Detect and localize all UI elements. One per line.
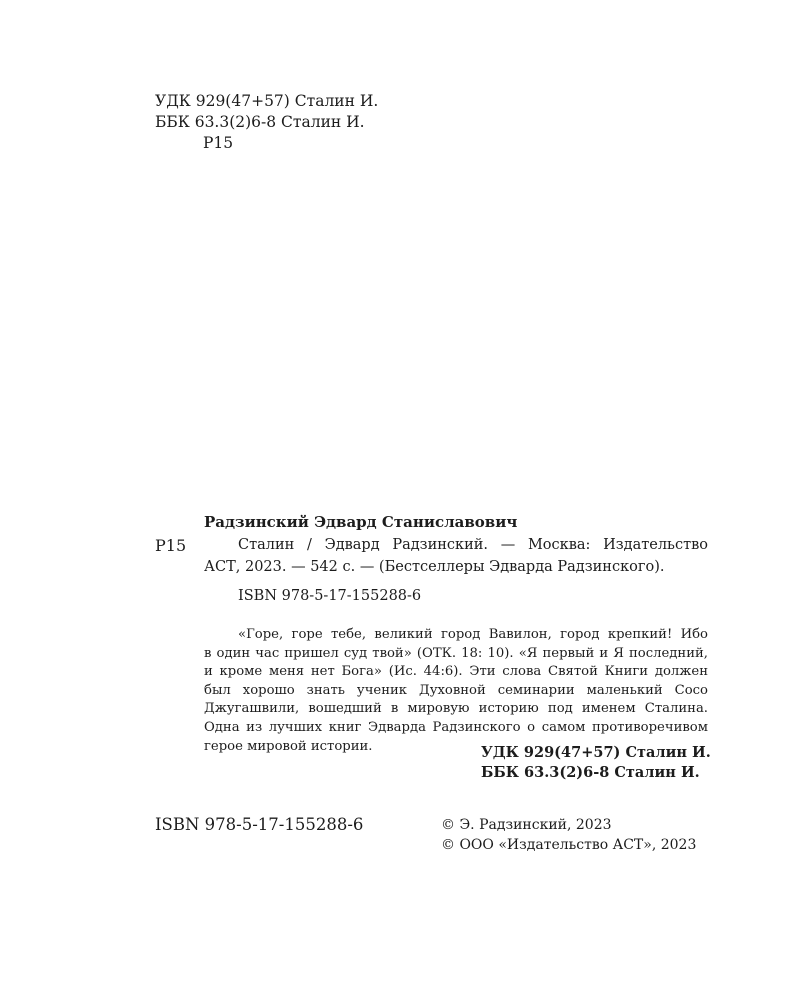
footer-isbn: ISBN 978-5-17-155288-6 — [155, 815, 364, 834]
record-udk: УДК 929(47+57) Сталин И. — [481, 744, 711, 761]
annotation-line-2: в один час пришел суд твой» (ОТК. 18: 10). «Я первый и Я последний, — [204, 645, 708, 661]
author-heading: Радзинский Эдвард Станиславович — [204, 513, 518, 531]
copyright-author: © Э. Радзинский, 2023 — [441, 817, 612, 833]
record-isbn: ISBN 978-5-17-155288-6 — [238, 588, 422, 604]
description-line-1: Сталин / Эдвард Радзинский. — Москва: Издательство — [238, 537, 708, 553]
description-line-2: АСТ, 2023. — 542 с. — (Бестселлеры Эдварда Радзинского). — [204, 559, 665, 575]
bibliographic-description — [204, 534, 708, 578]
annotation-line-3: и кроме меня нет Бога» (Ис. 44:6). Эти слова Святой Книги должен — [204, 664, 708, 680]
copyright-publisher: © ООО «Издательство АСТ», 2023 — [441, 837, 697, 853]
annotation-line-1: «Горе, горе тебе, великий город Вавилон, город крепкий! Ибо — [238, 627, 708, 642]
record-author-code: Р15 — [155, 536, 187, 555]
annotation — [204, 626, 708, 756]
record-bbk: ББК 63.3(2)6-8 Сталин И. — [481, 764, 700, 781]
annotation-line-4: был хорошо знать ученик Духовной семинарии маленький Сосо — [204, 682, 708, 698]
annotation-line-5: Джугашвили, вошедший в мировую историю под именем Сталина. — [204, 701, 708, 717]
annotation-line-7: герое мировой истории. — [204, 738, 373, 754]
annotation-line-6: Одна из лучших книг Эдварда Радзинского о самом противоречивом — [204, 719, 708, 735]
top-udk: УДК 929(47+57) Сталин И. — [155, 92, 379, 110]
top-author-code: Р15 — [203, 134, 234, 152]
top-bbk: ББК 63.3(2)6-8 Сталин И. — [155, 113, 365, 131]
